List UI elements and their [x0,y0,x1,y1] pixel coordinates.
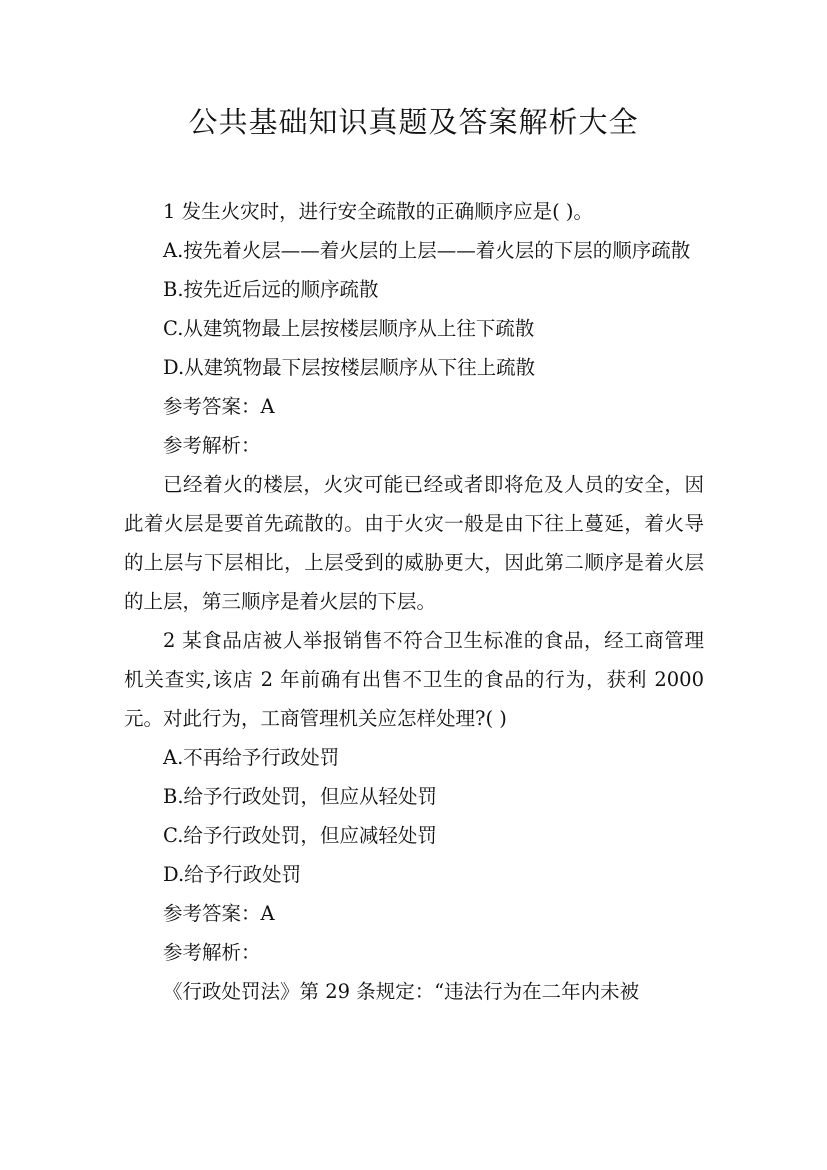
question-2-option-d: D.给予行政处罚 [163,863,302,886]
question-2-option-c: C.给予行政处罚，但应减轻处罚 [163,824,437,847]
question-1-analysis-heading: 参考解析： [163,434,261,457]
question-1-analysis-text: 已经着火的楼层，火灾可能已经或者即将危及人员的安全，因此着火层是要首先疏散的。由于火灾一般是由下往上蔓延，着火导的上层与下层相比，上层受到的威胁更大，因此第二顺序是着火层的上层，第三顺序是着火层的下层。 [124,473,704,613]
question-2-answer: 参考答案：A [163,902,275,925]
question-2-analysis-text: 《行政处罚法》第 29 条规定：“违法行为在二年内未被 [163,980,640,1003]
document-body [124,192,704,1011]
question-2-stem: 2 某食品店被人举报销售不符合卫生标准的食品，经工商管理机关查实,该店 2 年前确有出售不卫生的食品的行为，获利 2000 元。对此行为，工商管理机关应怎样处理?( ) [124,629,704,730]
question-1-option-d: D.从建筑物最下层按楼层顺序从下往上疏散 [163,356,536,379]
question-1-option-b: B.按先近后远的顺序疏散 [163,278,379,301]
question-2-option-b: B.给予行政处罚，但应从轻处罚 [163,785,438,808]
question-2-analysis-heading: 参考解析： [163,941,261,964]
document-title: 公共基础知识真题及答案解析大全 [188,105,639,139]
question-1-option-c: C.从建筑物最上层按楼层顺序从上往下疏散 [163,317,535,340]
question-2-option-a: A.不再给予行政处罚 [163,746,340,769]
question-1-answer: 参考答案：A [163,395,275,418]
question-1-option-a: A.按先着火层——着火层的上层——着火层的下层的顺序疏散 [163,239,691,262]
question-1-stem: 1 发生火灾时，进行安全疏散的正确顺序应是( )。 [163,200,594,223]
